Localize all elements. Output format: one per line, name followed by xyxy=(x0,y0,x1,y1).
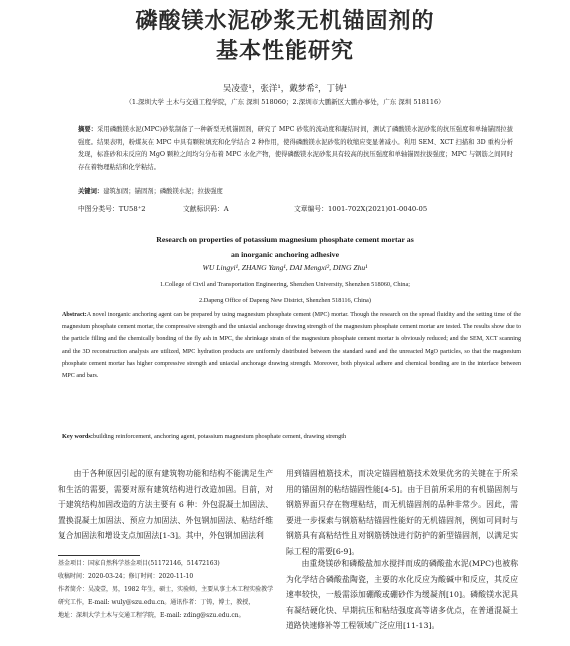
abstract-cn-text: 采用磷酸镁水泥(MPC)砂浆制备了一种新型无机锚固剂，研究了 MPC 砂浆的流动度和凝结时间，测试了磷酸镁水泥砂浆的抗压强度和单轴锚固拉拔强度。结果表明，粉煤灰在 MPC 中具有颗粒填充和化学结合 2 种作用，使得磷酸镁水泥砂浆的收缩应变显著减小。利用 SEM、XCT 扫描和 3D 重构分析发现，标准砂和未反应的 MgO 颗粒之间均匀分布着 MPC 水化产物，使得磷酸镁水泥砂浆具有较高的抗压强度和单轴锚固拉拔强度；MPC 与钢筋之间同时存在着物理粘结和化学粘结。 xyxy=(78,126,514,171)
footnotes xyxy=(58,558,278,623)
footnote-address: 地址：深圳大学土木与交通工程学院，E-mail: zding@szu.edu.cn。 xyxy=(58,611,245,619)
body-left-paragraph-1: 由于各种原因引起的原有建筑物功能和结构不能满足生产和生活的需要，需要对原有建筑结构进行改造加固。目前，对于建筑结构加固改造的方法主要有 6 种：外包混凝土加固法、置换混凝土加固法、预应力加固法、外包钢加固法、粘结纤维复合加固法和增设支点加固法[1-3]。其中，外包钢加固法利 xyxy=(58,469,273,541)
abstract-en xyxy=(62,309,521,382)
abstract-cn xyxy=(78,124,513,174)
body-right-paragraph-2: 由重烧镁砂和磷酸盐加水搅拌而成的磷酸盐水泥(MPC)也被称为化学结合磷酸盐陶瓷，主要的水化反应为酸碱中和反应，其反应速率较快，一般需添加硼酸或硼砂作为缓凝剂[10]。磷酸镁水泥具有凝结硬化快、早期抗压和粘结强度高等诸多优点，在普通混凝土道路快速修补等工程领域广泛应用[11-13]。 xyxy=(286,559,518,631)
abstract-en-text: A novel inorganic anchoring agent can be prepared by using magnesium phosphate cement (MPC) mortar. Though the research on the spread fluidity and the setting time of the magnesium phosphate cement mortar, the compressive strength and the uniaxial anchorage drawing strength of the magnesium phosphate cement mortar are tested. The results show due to the particle filling and the chemically bonding of the fly ash in MPC, the shrinkage strain of the magnesium phosphate cement mortar is obviously reduced; and the SEM, XCT scanning and the 3D reconstruction analysis are utilized, MPC hydration products are uniformly distributed between the standard sand and the unreacted MgO particles, so that the magnesium phosphate cement mortar has higher compressive strength and uniaxial anchorage drawing strength. Moreover, both physical adhere and chemical bonding are in the interface between MPC and bars. xyxy=(62,312,521,380)
keywords-cn-label: 关键词： xyxy=(78,188,104,195)
footnote-author-bio: 作者简介：吴凌壹，男，1982 年生，硕士，实验师，主要从事土木工程实验教学研究工作，E-mail: wuly@szu.edu.cn。通讯作者：丁铸，博士，教授， xyxy=(58,585,274,606)
keywords-en-label: Key words: xyxy=(62,433,93,440)
footnote-divider xyxy=(58,555,140,556)
clc-number: 中图分类号：TU58⁺2 xyxy=(78,205,146,213)
abstract-en-label: Abstract: xyxy=(62,312,87,318)
affiliation-en-1: 1.College of Civil and Transportation Engineering, Shenzhen University, Shenzhen 518060, China; xyxy=(159,281,411,288)
article-number: 文章编号：1001-702X(2021)01-0040-05 xyxy=(294,205,428,213)
keywords-en-text: building reinforcement, anchoring agent, potassium magnesium phosphate cement, drawing strength xyxy=(92,433,347,440)
authors-en: WU Lingyi¹, ZHANG Yang¹, DAI Mengxi², DING Zhu¹ xyxy=(202,263,368,272)
authors-cn: 吴凌壹¹，张洋¹，戴梦希²，丁铸¹ xyxy=(222,84,348,94)
english-title-line-1: Research on properties of potassium magnesium phosphate cement mortar as xyxy=(156,235,414,244)
affiliation-en-2: 2.Dapeng Office of Dapeng New District, Shenzhen 518116, China) xyxy=(199,297,371,304)
footnote-fund: 基金项目：国家自然科学基金项目(51172146，51472163) xyxy=(58,560,220,567)
english-title-line-2: an inorganic anchoring adhesive xyxy=(230,250,340,259)
affiliation-cn: （1.深圳大学 土木与交通工程学院，广东 深圳 518060；2.深圳市大鹏新区大鹏办事处，广东 深圳 518116） xyxy=(125,98,445,106)
footnote-received: 收稿时间：2020-03-24；修订时间：2020-11-10 xyxy=(58,572,194,580)
abstract-cn-label: 摘要： xyxy=(78,126,98,133)
paper-title-line-1: 磷酸镁水泥砂浆无机锚固剂的 xyxy=(135,8,435,34)
keywords-en xyxy=(62,433,521,440)
paper-title-line-2: 基本性能研究 xyxy=(215,38,354,64)
document-code: 文献标识码：A xyxy=(183,205,229,213)
keywords-cn-text: 建筑加固；锚固剂；磷酸镁水泥；拉拔强度 xyxy=(103,188,223,195)
body-right-paragraph-1: 用到锚固植筋技术，而决定锚固植筋技术效果优劣的关键在于所采用的锚固剂的粘结锚固性能[4-5]。由于目前所采用的有机锚固剂与钢筋界面只存在物理粘结，而无机锚固剂的品种非常少。因此，需要进一步探索与钢筋粘结锚固性能好的无机锚固剂，例如可同时与钢筋具有高粘结性且对钢筋锈蚀进行防护的新型锚固剂，以满足实际工程的需要[6-9]。 xyxy=(286,469,518,556)
keywords-cn xyxy=(78,186,223,195)
